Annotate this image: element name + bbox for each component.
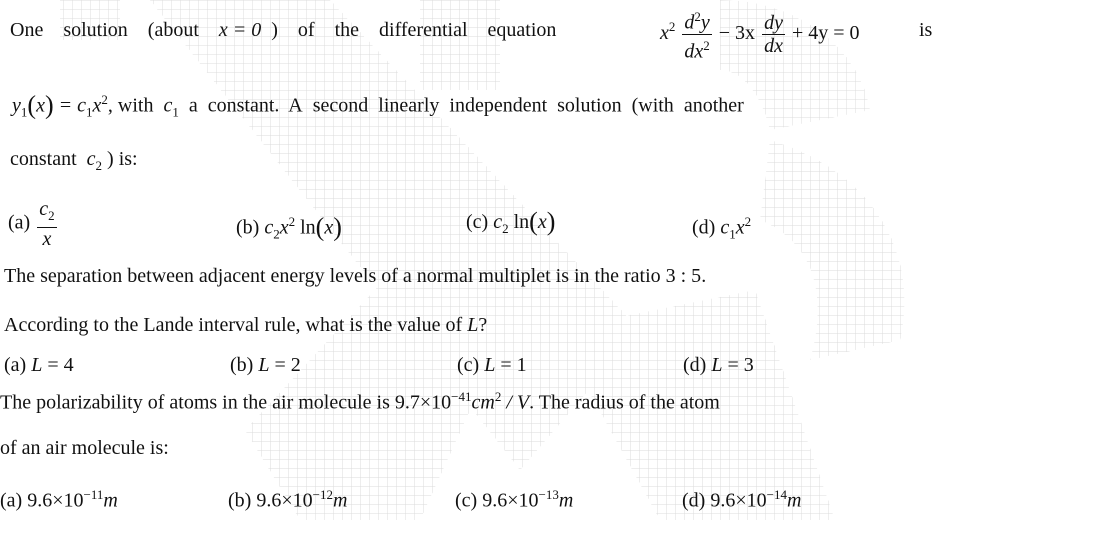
q1-stem-line3 (10, 147, 138, 178)
x: x (279, 216, 289, 239)
option-base: 9.6×10 (482, 489, 539, 512)
c2-sub: 2 (502, 221, 509, 236)
c2: c (86, 148, 96, 170)
q1-word: solution (63, 19, 128, 41)
q3-option-a[interactable] (0, 483, 118, 513)
q2-text: . (701, 265, 707, 287)
y1-arg: x (36, 94, 45, 117)
option-unit: m (558, 489, 574, 512)
option-label: (c) (455, 489, 478, 512)
L: L (467, 314, 479, 336)
q2-stem-line1 (4, 264, 706, 288)
x-sup: 2 (744, 214, 752, 229)
eq-fraction-d2y-dx2 (682, 6, 711, 62)
value-exp: −41 (451, 389, 472, 404)
q3-text: . The radius of the atom (529, 391, 720, 414)
frac-num-sup: 2 (694, 9, 701, 24)
option-label: (c) (457, 354, 480, 376)
option-value: = 3 (727, 354, 754, 376)
q3-text: The polarizability of atoms in the air molecule is (0, 391, 390, 414)
frac-den: x (42, 228, 52, 250)
option-base: 9.6×10 (256, 489, 313, 512)
q3-option-d[interactable] (682, 483, 801, 513)
q1-stem-line2: $y_1(x) = c_1x^2$, with $c_1$ a constant. A second linearly independent solution (with another (12, 90, 744, 120)
q1-stem-line1 (10, 18, 556, 42)
q1-word: A (288, 94, 303, 117)
q1-word: (about (147, 19, 199, 41)
L: L (484, 354, 496, 376)
L: L (31, 354, 43, 376)
q1-word: independent (449, 94, 548, 117)
frac-num-y: y (700, 11, 710, 34)
q3-stem-line1 (0, 385, 720, 415)
q2-option-d[interactable] (683, 353, 754, 377)
option-label: (c) (466, 211, 489, 233)
c2: c (493, 211, 503, 233)
c1-sub: 1 (86, 104, 93, 120)
arg: x (324, 216, 334, 239)
ln: ln (513, 211, 530, 233)
q3-stem-line2 (0, 436, 169, 460)
q1-word: is (919, 19, 933, 41)
option-label: (b) (228, 489, 252, 512)
option-label: (a) (8, 211, 31, 234)
q1-word: ) (271, 19, 278, 41)
option-exp: −11 (83, 487, 104, 502)
q1-word: another (683, 94, 744, 117)
option-label: (a) (4, 354, 27, 376)
option-label: (d) (682, 489, 706, 512)
q1-is (919, 18, 932, 42)
q1-word: ) is: (107, 148, 138, 170)
y1-sub: 1 (20, 104, 28, 120)
L: L (258, 354, 270, 376)
q1-word: , with (107, 94, 154, 117)
option-label: (b) (230, 354, 254, 376)
unit-sup: 2 (494, 389, 502, 404)
q1-word: constant. (207, 94, 280, 117)
c1-sub: 1 (172, 104, 179, 120)
q1-word: a (188, 94, 198, 117)
q3-text: of an air molecule is: (0, 437, 169, 459)
frac-den-sup: 2 (703, 37, 710, 53)
eq-sup: 2 (668, 19, 676, 35)
q3-option-c[interactable] (455, 483, 573, 513)
eq-mid: − 3x (718, 21, 756, 44)
eq-fraction-dy-dx (762, 12, 785, 57)
q2-text: According to the Lande interval rule, what is the value of (4, 314, 463, 336)
value-base: 9.7×10 (394, 391, 452, 414)
q2-option-a[interactable] (4, 353, 74, 377)
frac-num: dy (764, 11, 783, 34)
option-base: 9.6×10 (27, 489, 84, 512)
q1-word: (with (631, 94, 674, 117)
q2-option-b[interactable] (230, 353, 301, 377)
q1-word: solution (557, 94, 622, 117)
option-exp: −14 (766, 487, 787, 502)
q2-stem-line2 (4, 313, 487, 337)
L: L (711, 354, 723, 376)
option-label: (d) (692, 216, 716, 239)
option-unit: m (786, 489, 802, 512)
option-exp: −13 (538, 487, 559, 502)
unit: cm (471, 391, 495, 414)
eq-x: x (660, 21, 669, 44)
c1: c (163, 94, 173, 117)
q1-word: One (10, 19, 44, 41)
q1-word: linearly (378, 94, 440, 117)
fraction-c2-over-x (37, 198, 56, 250)
q1-word: differential (379, 19, 468, 41)
x-sup: 2 (288, 214, 296, 229)
x: x (92, 94, 102, 117)
option-exp: −12 (312, 487, 333, 502)
frac-num-sub: 2 (48, 208, 55, 223)
q2-text: ? (478, 314, 488, 336)
q1-word: of (297, 19, 315, 41)
q1-option-a[interactable] (8, 198, 59, 250)
option-label: (d) (683, 354, 707, 376)
eq: = c (58, 94, 86, 117)
x: x (735, 216, 745, 239)
ln: ln (300, 216, 316, 239)
unit: / V (506, 391, 530, 414)
option-unit: m (103, 489, 118, 512)
c1: c (720, 216, 730, 239)
frac-den: dx (684, 40, 704, 63)
q1-equation (660, 6, 860, 62)
option-value: = 1 (500, 354, 527, 376)
option-unit: m (332, 489, 348, 512)
option-base: 9.6×10 (710, 489, 767, 512)
q1-word: constant (10, 148, 77, 170)
option-value: = 2 (274, 354, 301, 376)
ratio: 3 : 5 (665, 265, 702, 287)
q1-option-c[interactable]: (c) $c_2$ ln(x) (466, 207, 556, 236)
c1-sub: 1 (729, 226, 736, 242)
x-sup: 2 (101, 92, 108, 107)
c2-sub: 2 (95, 158, 103, 173)
q1-word: the (334, 19, 360, 41)
frac-num: d (684, 11, 695, 34)
option-label: (b) (236, 216, 260, 239)
c2-sub: 2 (273, 226, 280, 242)
c2: c (264, 216, 274, 239)
q1-option-b[interactable]: (b) $c_2x^2$ ln(x) (236, 212, 342, 242)
option-label: (a) (0, 489, 23, 512)
option-value: = 4 (47, 354, 74, 376)
y1: y (12, 94, 21, 117)
q2-text: The separation between adjacent energy levels of a normal multiplet is in the ratio (4, 265, 661, 287)
q2-option-c[interactable] (457, 353, 527, 377)
q1-option-d[interactable] (692, 210, 751, 247)
q1-word: second (312, 94, 369, 117)
arg: x (537, 211, 547, 233)
q1-word: equation (487, 19, 557, 41)
frac-den: dx (764, 34, 783, 57)
frac-num: c (39, 198, 49, 220)
q1-math-x0: x = 0 (218, 19, 262, 41)
eq-tail: + 4y = 0 (791, 21, 860, 44)
q3-option-b[interactable] (228, 483, 347, 513)
